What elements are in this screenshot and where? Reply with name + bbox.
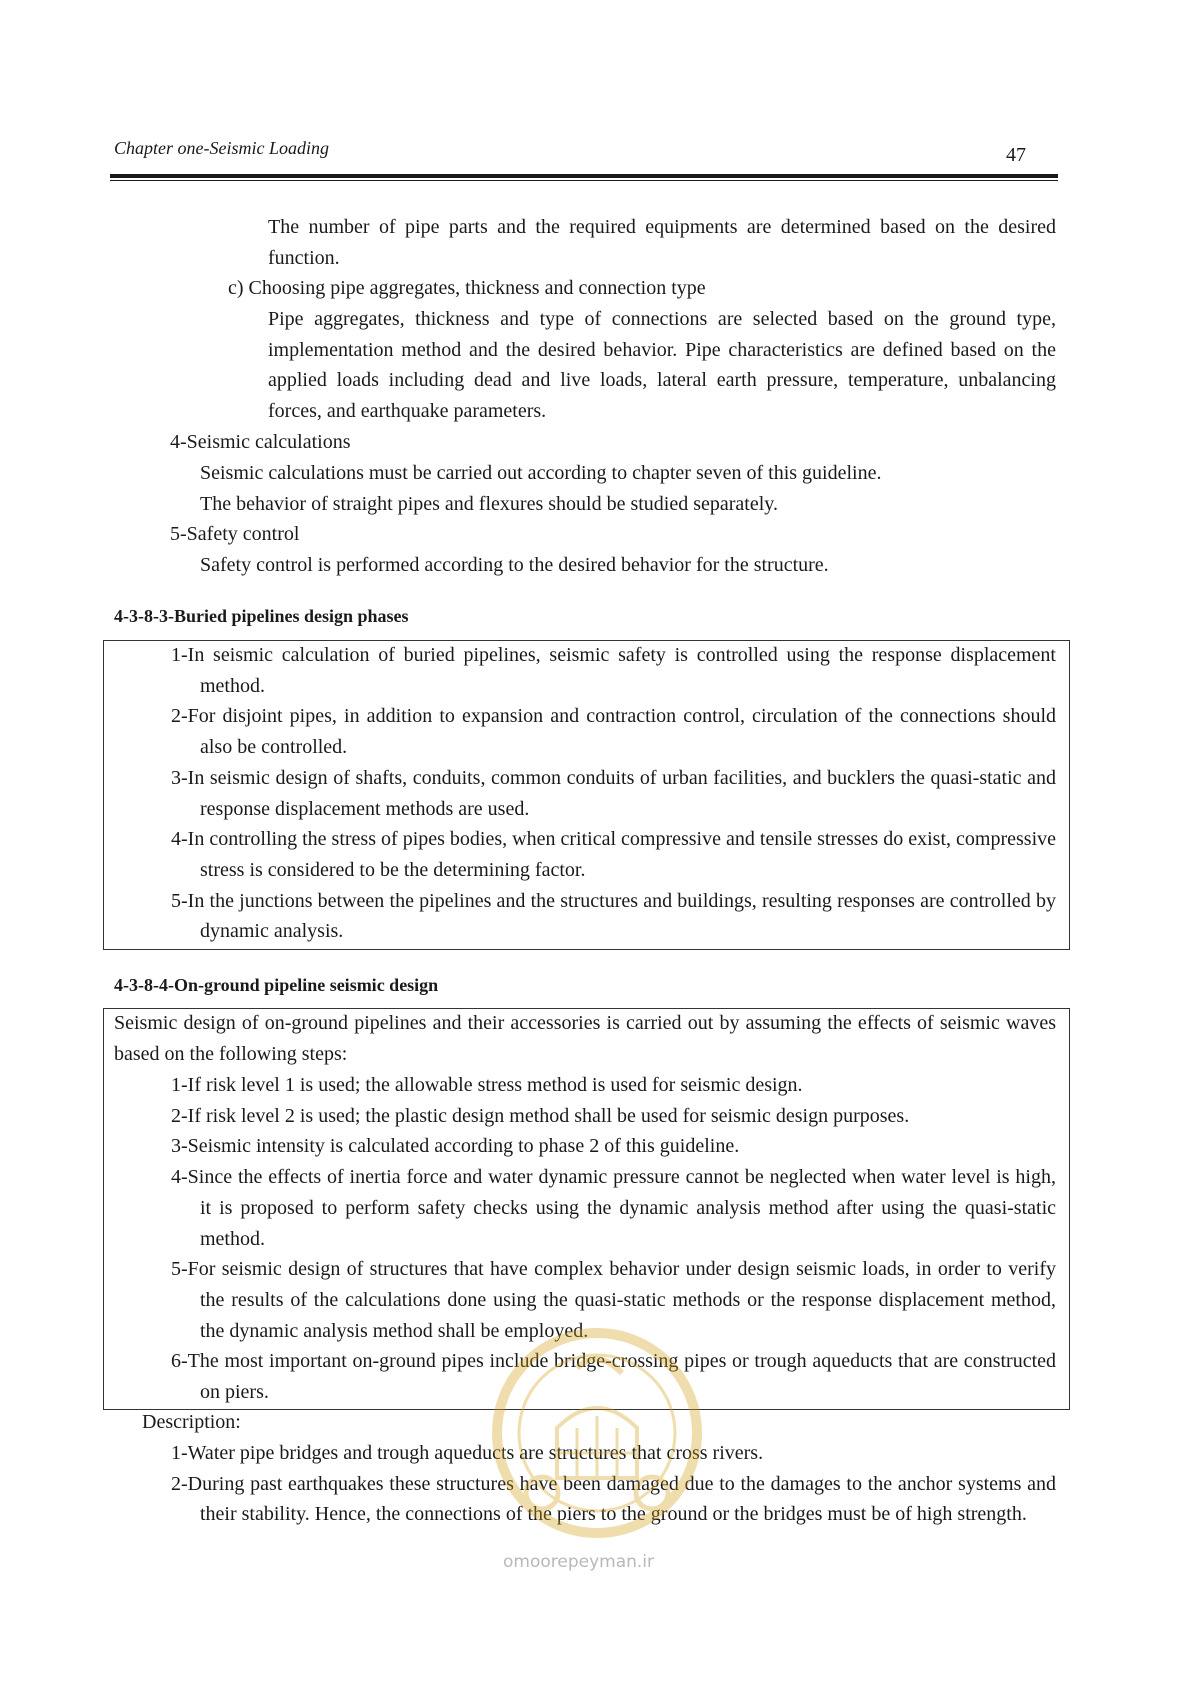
onground-list bbox=[171, 1070, 1056, 1408]
header-rule-thick bbox=[110, 174, 1058, 178]
list-item: 5-In the junctions between the pipelines and the structures and buildings, resulting responses are controlled by dynamic analysis. bbox=[171, 889, 1056, 943]
page-header bbox=[114, 138, 1056, 178]
list-item: 1-In seismic calculation of buried pipelines, seismic safety is controlled using the response displacement method. bbox=[171, 644, 1056, 697]
header-rule-thin bbox=[110, 180, 1058, 181]
list-item: 3-In seismic design of shafts, conduits, common conduits of urban facilities, and bucklers the quasi-static and response displacement methods are used. bbox=[171, 766, 1056, 820]
step-4-lines: Seismic calculations must be carried out according to chapter seven of this guideline. The behavior of straight pipes and flexures should be studied separately. bbox=[200, 462, 882, 515]
list-item: 4-In controlling the stress of pipes bodies, when critical compressive and tensile stresses do exist, compressive stress is considered to be the determining factor. bbox=[171, 828, 1056, 881]
list-item: 2-During past earthquakes these structures have been damaged due to the damages to the anchor systems and their stability. Hence, the connections of the piers to the ground or the bridges must be of high strength. bbox=[171, 1472, 1056, 1526]
list-item: 1-Water pipe bridges and trough aqueducts are structures that cross rivers. bbox=[171, 1442, 764, 1464]
list-item: 1-If risk level 1 is used; the allowable stress method is used for seismic design. bbox=[171, 1074, 803, 1096]
list-item: 2-For disjoint pipes, in addition to expansion and contraction control, circulation of the connections should also be controlled. bbox=[171, 705, 1056, 759]
section-heading-buried: 4-3-8-3-Buried pipelines design phases bbox=[114, 606, 409, 626]
chapter-title: Chapter one-Seismic Loading bbox=[114, 138, 329, 158]
list-item: 5-For seismic design of structures that have complex behavior under design seismic loads, in order to verify the results of the calculations done using the quasi-static methods or the response displacement method, the dynamic analysis method shall be employed. bbox=[171, 1258, 1056, 1342]
watermark-url: omoorepeyman.ir bbox=[503, 1552, 655, 1572]
intro-paragraph: The number of pipe parts and the required equipments are determined based on the desired function. bbox=[268, 216, 1056, 269]
step-5-label: 5-Safety control bbox=[170, 523, 300, 545]
subsection-c-label: c) Choosing pipe aggregates, thickness and connection type bbox=[228, 277, 706, 299]
subsection-c-text: Pipe aggregates, thickness and type of connections are selected based on the ground type, implementation method and the desired behavior. Pipe characteristics are defined based on the applied loads including dead and live loads, lateral earth pressure, temperature, unbalancing forces, and earthquake parameters. bbox=[268, 308, 1056, 423]
list-item: 6-The most important on-ground pipes include bridge-crossing pipes or trough aqueducts that are constructed on piers. bbox=[171, 1350, 1056, 1404]
list-item: 2-If risk level 2 is used; the plastic design method shall be used for seismic design purposes. bbox=[171, 1104, 910, 1127]
buried-phases-list bbox=[171, 640, 1056, 947]
onground-intro: Seismic design of on-ground pipelines and their accessories is carried out by assuming the effects of seismic waves based on the following steps: bbox=[114, 1012, 1056, 1065]
section-heading-onground: 4-3-8-4-On-ground pipeline seismic design bbox=[114, 975, 439, 995]
list-item: 3-Seismic intensity is calculated according to phase 2 of this guideline. bbox=[171, 1135, 740, 1158]
description-label: Description: bbox=[142, 1411, 241, 1433]
step-5-line: Safety control is performed according to the desired behavior for the structure. bbox=[200, 554, 829, 576]
step-4-label: 4-Seismic calculations bbox=[170, 431, 351, 453]
description-list bbox=[171, 1438, 1056, 1530]
list-item: 4-Since the effects of inertia force and water dynamic pressure cannot be neglected when water level is high, it is proposed to perform safety checks using the dynamic analysis method after using the quasi-static method. bbox=[171, 1166, 1056, 1250]
page-number: 47 bbox=[1006, 144, 1026, 166]
